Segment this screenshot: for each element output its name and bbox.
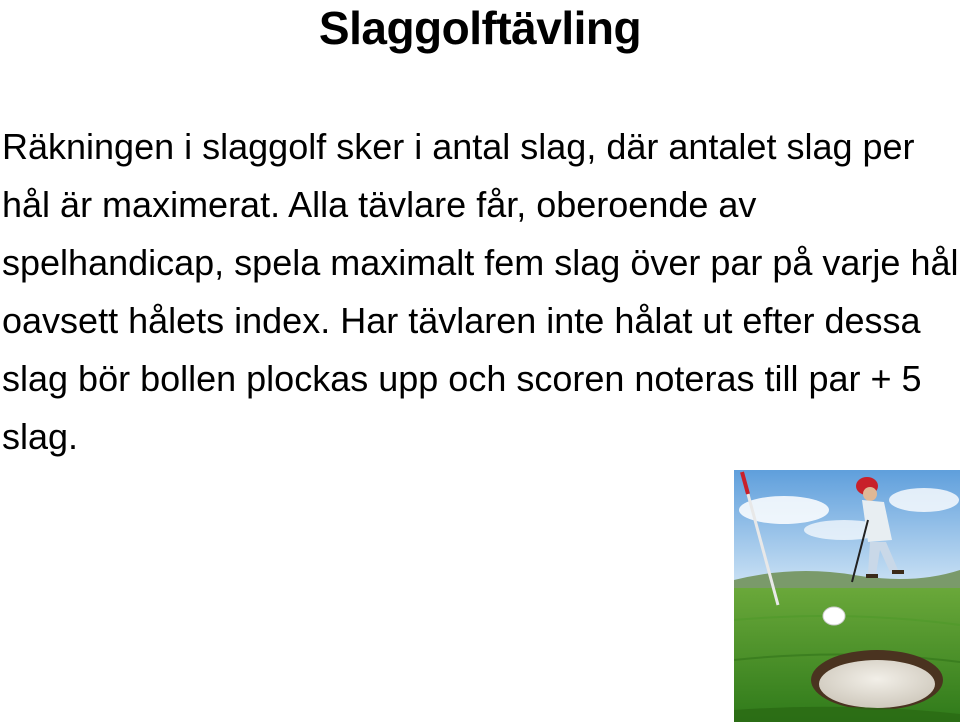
golf-ball [823,607,845,625]
cloud [889,488,959,512]
slide-body-text: Räkningen i slaggolf sker i antal slag, där antalet slag per hål är maximerat. Alla tävlare får, oberoende av spelhandicap, spela maximalt fem slag över par på varje hål oavsett hålets index. Har tävlaren inte hålat ut efter dessa slag bör bollen plockas upp och scoren noteras till par + 5 slag. [2,126,959,457]
hole-cup [819,660,935,708]
golf-course-photo [734,470,960,722]
golf-photo-illustration [734,470,960,722]
slide-title: Slaggolftävling [318,2,642,54]
